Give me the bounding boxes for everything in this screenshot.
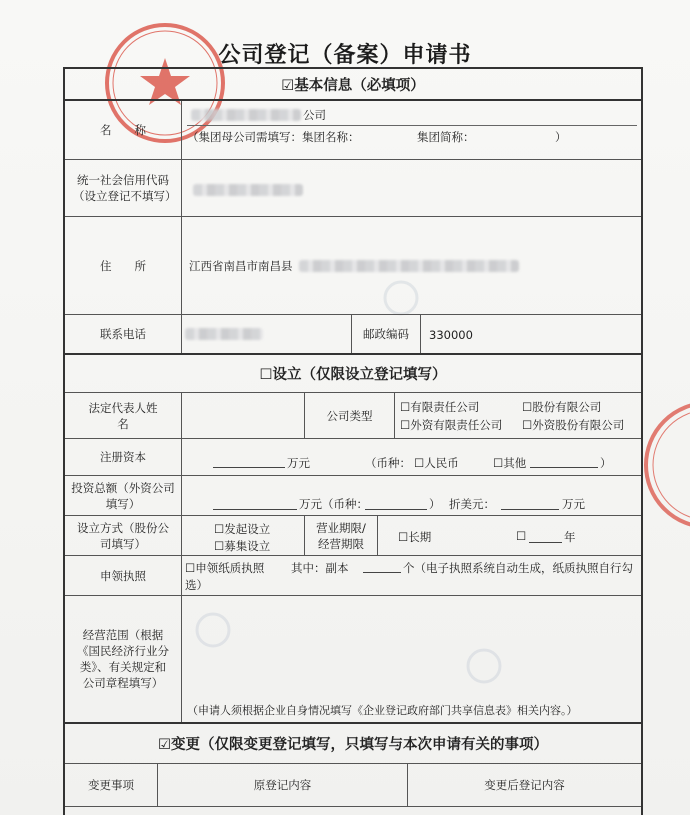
- page-title: 公司登记（备案）申请书: [218, 43, 472, 68]
- original-content-header: 原登记内容: [158, 764, 408, 806]
- row-legal-rep: [65, 393, 641, 439]
- type-option-foreign-limited[interactable]: ☐外资有限责任公司: [400, 418, 503, 432]
- scope-note: （申请人须根据企业自身情况填写《企业登记政府部门共享信息表》相关内容。）: [187, 704, 578, 717]
- license-note-cont: 选）: [185, 578, 208, 592]
- row-company-name: [65, 101, 641, 160]
- row-method: [65, 516, 641, 556]
- group-short-name: 集团简称：: [417, 130, 475, 144]
- usd-unit: 万元: [562, 497, 585, 511]
- capital-unit: 万元: [287, 456, 310, 470]
- phone-label: 联系电话: [65, 315, 182, 353]
- address-value: 江西省南昌市南昌县: [189, 259, 293, 273]
- application-form: [63, 67, 643, 815]
- name-suffix: 公司: [303, 108, 326, 122]
- capital-label: 注册资本: [65, 439, 182, 475]
- currency-other-checkbox[interactable]: ☐其他: [493, 456, 527, 470]
- section-basic-info: ☑基本信息（必填项）: [65, 69, 641, 101]
- postcode-value: 330000: [429, 328, 473, 342]
- currency-prefix: （币种：: [365, 456, 411, 470]
- term-year-unit: 年: [564, 530, 576, 544]
- type-option-limited[interactable]: ☐有限责任公司: [400, 400, 480, 414]
- row-business-scope: [65, 596, 641, 724]
- redacted-address: [299, 260, 519, 272]
- investment-close: ）: [429, 497, 441, 511]
- method-promotion-checkbox[interactable]: ☐发起设立: [214, 522, 271, 536]
- section-change: ☑变更（仅限变更登记填写，只填写与本次申请有关的事项）: [65, 724, 641, 764]
- type-option-joint-stock[interactable]: ☐股份有限公司: [522, 400, 602, 414]
- group-close: ）: [555, 130, 567, 144]
- section-establish: ☐设立（仅限设立登记填写）: [65, 355, 641, 393]
- type-option-foreign-joint-stock[interactable]: ☐外资股份有限公司: [522, 418, 625, 432]
- redacted-name: [191, 109, 301, 121]
- row-license: [65, 556, 641, 596]
- method-label: 设立方式（股份公司填写）: [65, 516, 182, 555]
- license-label: 申领执照: [65, 556, 182, 595]
- term-label: 营业期限/经营期限: [305, 516, 378, 555]
- company-type-label: 公司类型: [305, 393, 395, 438]
- currency-rmb-checkbox[interactable]: ☐人民币: [414, 456, 459, 470]
- row-contact: [65, 315, 641, 355]
- license-paper-checkbox[interactable]: ☐申领纸质执照: [185, 561, 265, 575]
- usd-label: 折美元：: [449, 497, 495, 511]
- new-content-header: 变更后登记内容: [484, 778, 565, 792]
- postcode-label: 邮政编码: [352, 315, 421, 353]
- investment-label: 投资总额（外资公司填写）: [65, 476, 182, 515]
- name-label: 名 称: [65, 101, 182, 159]
- address-label: 住 所: [65, 217, 182, 314]
- credit-code-label: 统一社会信用代码（设立登记不填写）: [65, 160, 182, 216]
- license-note: 个（电子执照系统自动生成，纸质执照自行勾: [403, 561, 633, 575]
- redacted-credit-code: [193, 184, 303, 196]
- row-credit-code: [65, 160, 641, 217]
- method-offering-checkbox[interactable]: ☐募集设立: [214, 539, 271, 553]
- term-years-checkbox[interactable]: ☐: [516, 529, 527, 543]
- group-note: （集团母公司需填写：集团名称：: [187, 130, 360, 144]
- currency-close: ）: [600, 456, 612, 470]
- official-seal-partial-icon: [638, 395, 690, 535]
- row-investment: [65, 476, 641, 516]
- investment-unit: 万元（币种：: [299, 497, 368, 511]
- legal-rep-label: 法定代表人姓 名: [65, 393, 182, 438]
- row-capital: [65, 439, 641, 476]
- row-change-header: [65, 764, 641, 807]
- term-long-checkbox[interactable]: ☐长期: [398, 530, 432, 544]
- scope-label: 经营范围（根据《国民经济行业分类》、有关规定和公司章程填写）: [65, 596, 182, 722]
- license-copies-label: 其中：副本: [291, 561, 349, 575]
- row-address: [65, 217, 641, 315]
- change-item-header: 变更事项: [65, 764, 158, 806]
